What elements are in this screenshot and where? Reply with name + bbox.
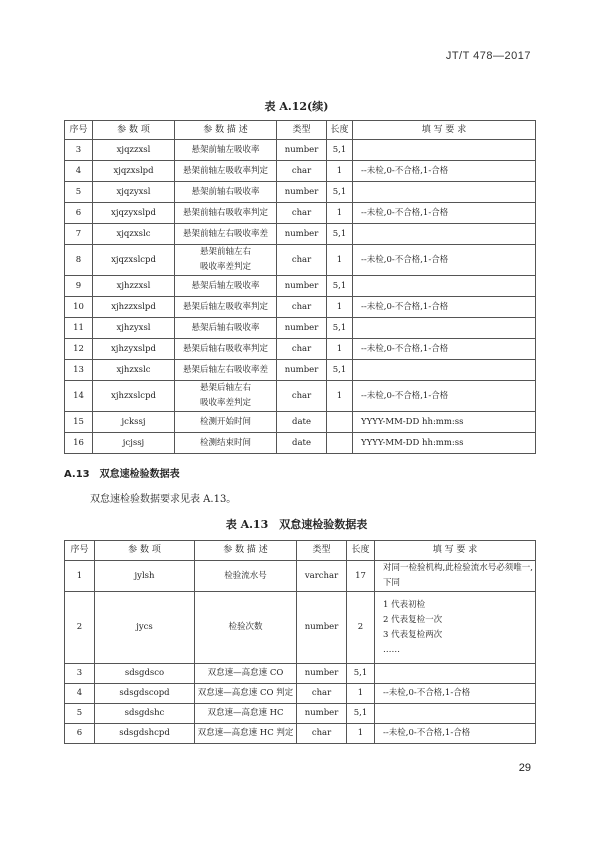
param-code: xjqzyxsl bbox=[93, 182, 175, 203]
table-a13 bbox=[64, 540, 536, 744]
fill-requirement: YYYY-MM-DD hh:mm:ss bbox=[353, 412, 536, 433]
param-description: 悬架前轴右吸收率判定 bbox=[175, 203, 277, 224]
column-header: 长度 bbox=[327, 121, 353, 140]
field-length: 1 bbox=[327, 381, 353, 412]
field-length bbox=[327, 433, 353, 454]
data-type: number bbox=[297, 704, 347, 724]
field-length: 5,1 bbox=[347, 664, 375, 684]
param-code: xjhzyxsl bbox=[93, 318, 175, 339]
row-number: 13 bbox=[65, 360, 93, 381]
data-type: char bbox=[277, 203, 327, 224]
column-header: 类型 bbox=[297, 541, 347, 561]
param-description: 检测开始时间 bbox=[175, 412, 277, 433]
field-length: 5,1 bbox=[327, 276, 353, 297]
param-description: 检验流水号 bbox=[195, 561, 297, 592]
row-number: 8 bbox=[65, 245, 93, 276]
data-type: char bbox=[277, 161, 327, 182]
table-row bbox=[65, 339, 536, 360]
data-type: char bbox=[297, 684, 347, 704]
param-code: jycs bbox=[95, 592, 195, 664]
data-type: number bbox=[297, 664, 347, 684]
table-row bbox=[65, 224, 536, 245]
row-number: 7 bbox=[65, 224, 93, 245]
column-header: 参 数 描 述 bbox=[175, 121, 277, 140]
table-row bbox=[65, 297, 536, 318]
param-code: jylsh bbox=[95, 561, 195, 592]
field-length: 5,1 bbox=[347, 704, 375, 724]
param-description: 悬架后轴右吸收率 bbox=[175, 318, 277, 339]
standard-code: JT/T 478—2017 bbox=[445, 50, 531, 62]
table-row bbox=[65, 360, 536, 381]
column-header: 序号 bbox=[65, 541, 95, 561]
column-header: 参 数 项 bbox=[93, 121, 175, 140]
data-type: date bbox=[277, 412, 327, 433]
field-length: 1 bbox=[327, 203, 353, 224]
column-header: 填 写 要 求 bbox=[353, 121, 536, 140]
data-type: number bbox=[277, 140, 327, 161]
table-row bbox=[65, 561, 536, 592]
param-code: jckssj bbox=[93, 412, 175, 433]
row-number: 4 bbox=[65, 684, 95, 704]
table-row bbox=[65, 276, 536, 297]
table-row bbox=[65, 592, 536, 664]
fill-requirement: --未检,0-不合格,1-合格 bbox=[353, 161, 536, 182]
table-row bbox=[65, 704, 536, 724]
param-description: 双怠速—高怠速 HC 判定 bbox=[195, 724, 297, 744]
table-header-row bbox=[65, 541, 536, 561]
param-description: 检验次数 bbox=[195, 592, 297, 664]
column-header: 参 数 描 述 bbox=[195, 541, 297, 561]
fill-requirement: --未检,0-不合格,1-合格 bbox=[353, 339, 536, 360]
table-row bbox=[65, 182, 536, 203]
data-type: char bbox=[277, 381, 327, 412]
param-code: jcjssj bbox=[93, 433, 175, 454]
fill-requirement: --未检,0-不合格,1-合格 bbox=[353, 203, 536, 224]
page-number: 29 bbox=[518, 762, 531, 774]
field-length: 5,1 bbox=[327, 318, 353, 339]
row-number: 15 bbox=[65, 412, 93, 433]
fill-requirement: YYYY-MM-DD hh:mm:ss bbox=[353, 433, 536, 454]
row-number: 2 bbox=[65, 592, 95, 664]
row-number: 12 bbox=[65, 339, 93, 360]
field-length: 5,1 bbox=[327, 360, 353, 381]
data-type: number bbox=[277, 182, 327, 203]
data-type: number bbox=[277, 318, 327, 339]
table-row bbox=[65, 318, 536, 339]
row-number: 3 bbox=[65, 664, 95, 684]
param-description: 悬架前轴左吸收率判定 bbox=[175, 161, 277, 182]
table-row bbox=[65, 161, 536, 182]
field-length: 1 bbox=[327, 297, 353, 318]
param-description: 悬架后轴左右 吸收率差判定 bbox=[175, 381, 277, 412]
param-code: sdsgdsco bbox=[95, 664, 195, 684]
fill-requirement bbox=[353, 140, 536, 161]
column-header: 填 写 要 求 bbox=[375, 541, 536, 561]
field-length: 1 bbox=[347, 724, 375, 744]
param-code: sdsgdscopd bbox=[95, 684, 195, 704]
param-description: 悬架前轴右吸收率 bbox=[175, 182, 277, 203]
table-header-row bbox=[65, 121, 536, 140]
field-length bbox=[327, 412, 353, 433]
fill-requirement bbox=[353, 276, 536, 297]
param-code: sdsgdshc bbox=[95, 704, 195, 724]
fill-requirement: --未检,0-不合格,1-合格 bbox=[353, 245, 536, 276]
fill-requirement: 1 代表初检 2 代表复检一次 3 代表复检两次 …… bbox=[375, 592, 536, 664]
param-description: 检测结束时间 bbox=[175, 433, 277, 454]
row-number: 4 bbox=[65, 161, 93, 182]
fill-requirement bbox=[375, 704, 536, 724]
data-type: char bbox=[277, 297, 327, 318]
field-length: 5,1 bbox=[327, 224, 353, 245]
param-code: xjhzzxslpd bbox=[93, 297, 175, 318]
param-description: 悬架后轴左吸收率判定 bbox=[175, 297, 277, 318]
data-type: varchar bbox=[297, 561, 347, 592]
table-row bbox=[65, 664, 536, 684]
column-header: 类型 bbox=[277, 121, 327, 140]
param-description: 双怠速—高怠速 CO 判定 bbox=[195, 684, 297, 704]
column-header: 长度 bbox=[347, 541, 375, 561]
fill-requirement: --未检,0-不合格,1-合格 bbox=[353, 297, 536, 318]
param-description: 悬架前轴左右吸收率差 bbox=[175, 224, 277, 245]
row-number: 14 bbox=[65, 381, 93, 412]
table-row bbox=[65, 381, 536, 412]
table-row bbox=[65, 245, 536, 276]
fill-requirement: --未检,0-不合格,1-合格 bbox=[375, 724, 536, 744]
fill-requirement bbox=[375, 664, 536, 684]
row-number: 6 bbox=[65, 724, 95, 744]
field-length: 5,1 bbox=[327, 182, 353, 203]
param-description: 双怠速—高怠速 CO bbox=[195, 664, 297, 684]
field-length: 1 bbox=[347, 684, 375, 704]
param-code: sdsgdshcpd bbox=[95, 724, 195, 744]
section-intro: 双怠速检验数据要求见表 A.13。 bbox=[90, 494, 237, 505]
table-a13-caption: 表 A.13 双怠速检验数据表 bbox=[225, 518, 368, 531]
param-description: 悬架后轴左吸收率 bbox=[175, 276, 277, 297]
fill-requirement bbox=[353, 224, 536, 245]
row-number: 6 bbox=[65, 203, 93, 224]
table-row bbox=[65, 140, 536, 161]
table-row bbox=[65, 433, 536, 454]
field-length: 5,1 bbox=[327, 140, 353, 161]
param-code: xjqzxslpd bbox=[93, 161, 175, 182]
row-number: 5 bbox=[65, 704, 95, 724]
row-number: 10 bbox=[65, 297, 93, 318]
param-code: xjqzxslc bbox=[93, 224, 175, 245]
table-row bbox=[65, 724, 536, 744]
param-code: xjhzxslcpd bbox=[93, 381, 175, 412]
fill-requirement: 对同一检验机构,此检验流水号必须唯一, 下同 bbox=[375, 561, 536, 592]
fill-requirement bbox=[353, 318, 536, 339]
table-row bbox=[65, 203, 536, 224]
row-number: 11 bbox=[65, 318, 93, 339]
data-type: date bbox=[277, 433, 327, 454]
param-description: 悬架后轴右吸收率判定 bbox=[175, 339, 277, 360]
data-type: number bbox=[297, 592, 347, 664]
fill-requirement bbox=[353, 360, 536, 381]
column-header: 序号 bbox=[65, 121, 93, 140]
column-header: 参 数 项 bbox=[95, 541, 195, 561]
table-a12-caption: 表 A.12(续) bbox=[264, 100, 329, 113]
row-number: 16 bbox=[65, 433, 93, 454]
data-type: char bbox=[277, 245, 327, 276]
data-type: char bbox=[277, 339, 327, 360]
field-length: 1 bbox=[327, 161, 353, 182]
param-code: xjhzxslc bbox=[93, 360, 175, 381]
row-number: 9 bbox=[65, 276, 93, 297]
row-number: 5 bbox=[65, 182, 93, 203]
data-type: number bbox=[277, 360, 327, 381]
param-description: 悬架前轴左吸收率 bbox=[175, 140, 277, 161]
table-row bbox=[65, 684, 536, 704]
section-heading: A.13 双怠速检验数据表 bbox=[64, 469, 180, 480]
field-length: 2 bbox=[347, 592, 375, 664]
data-type: number bbox=[277, 224, 327, 245]
param-code: xjqzyxslpd bbox=[93, 203, 175, 224]
field-length: 17 bbox=[347, 561, 375, 592]
param-code: xjhzzxsl bbox=[93, 276, 175, 297]
table-a12 bbox=[64, 120, 536, 454]
field-length: 1 bbox=[327, 339, 353, 360]
row-number: 1 bbox=[65, 561, 95, 592]
param-description: 悬架后轴左右吸收率差 bbox=[175, 360, 277, 381]
param-code: xjqzxslcpd bbox=[93, 245, 175, 276]
data-type: char bbox=[297, 724, 347, 744]
data-type: number bbox=[277, 276, 327, 297]
field-length: 1 bbox=[327, 245, 353, 276]
param-description: 双怠速—高怠速 HC bbox=[195, 704, 297, 724]
fill-requirement: --未检,0-不合格,1-合格 bbox=[375, 684, 536, 704]
fill-requirement: --未检,0-不合格,1-合格 bbox=[353, 381, 536, 412]
fill-requirement bbox=[353, 182, 536, 203]
param-code: xjhzyxslpd bbox=[93, 339, 175, 360]
param-code: xjqzzxsl bbox=[93, 140, 175, 161]
table-row bbox=[65, 412, 536, 433]
row-number: 3 bbox=[65, 140, 93, 161]
param-description: 悬架前轴左右 吸收率差判定 bbox=[175, 245, 277, 276]
